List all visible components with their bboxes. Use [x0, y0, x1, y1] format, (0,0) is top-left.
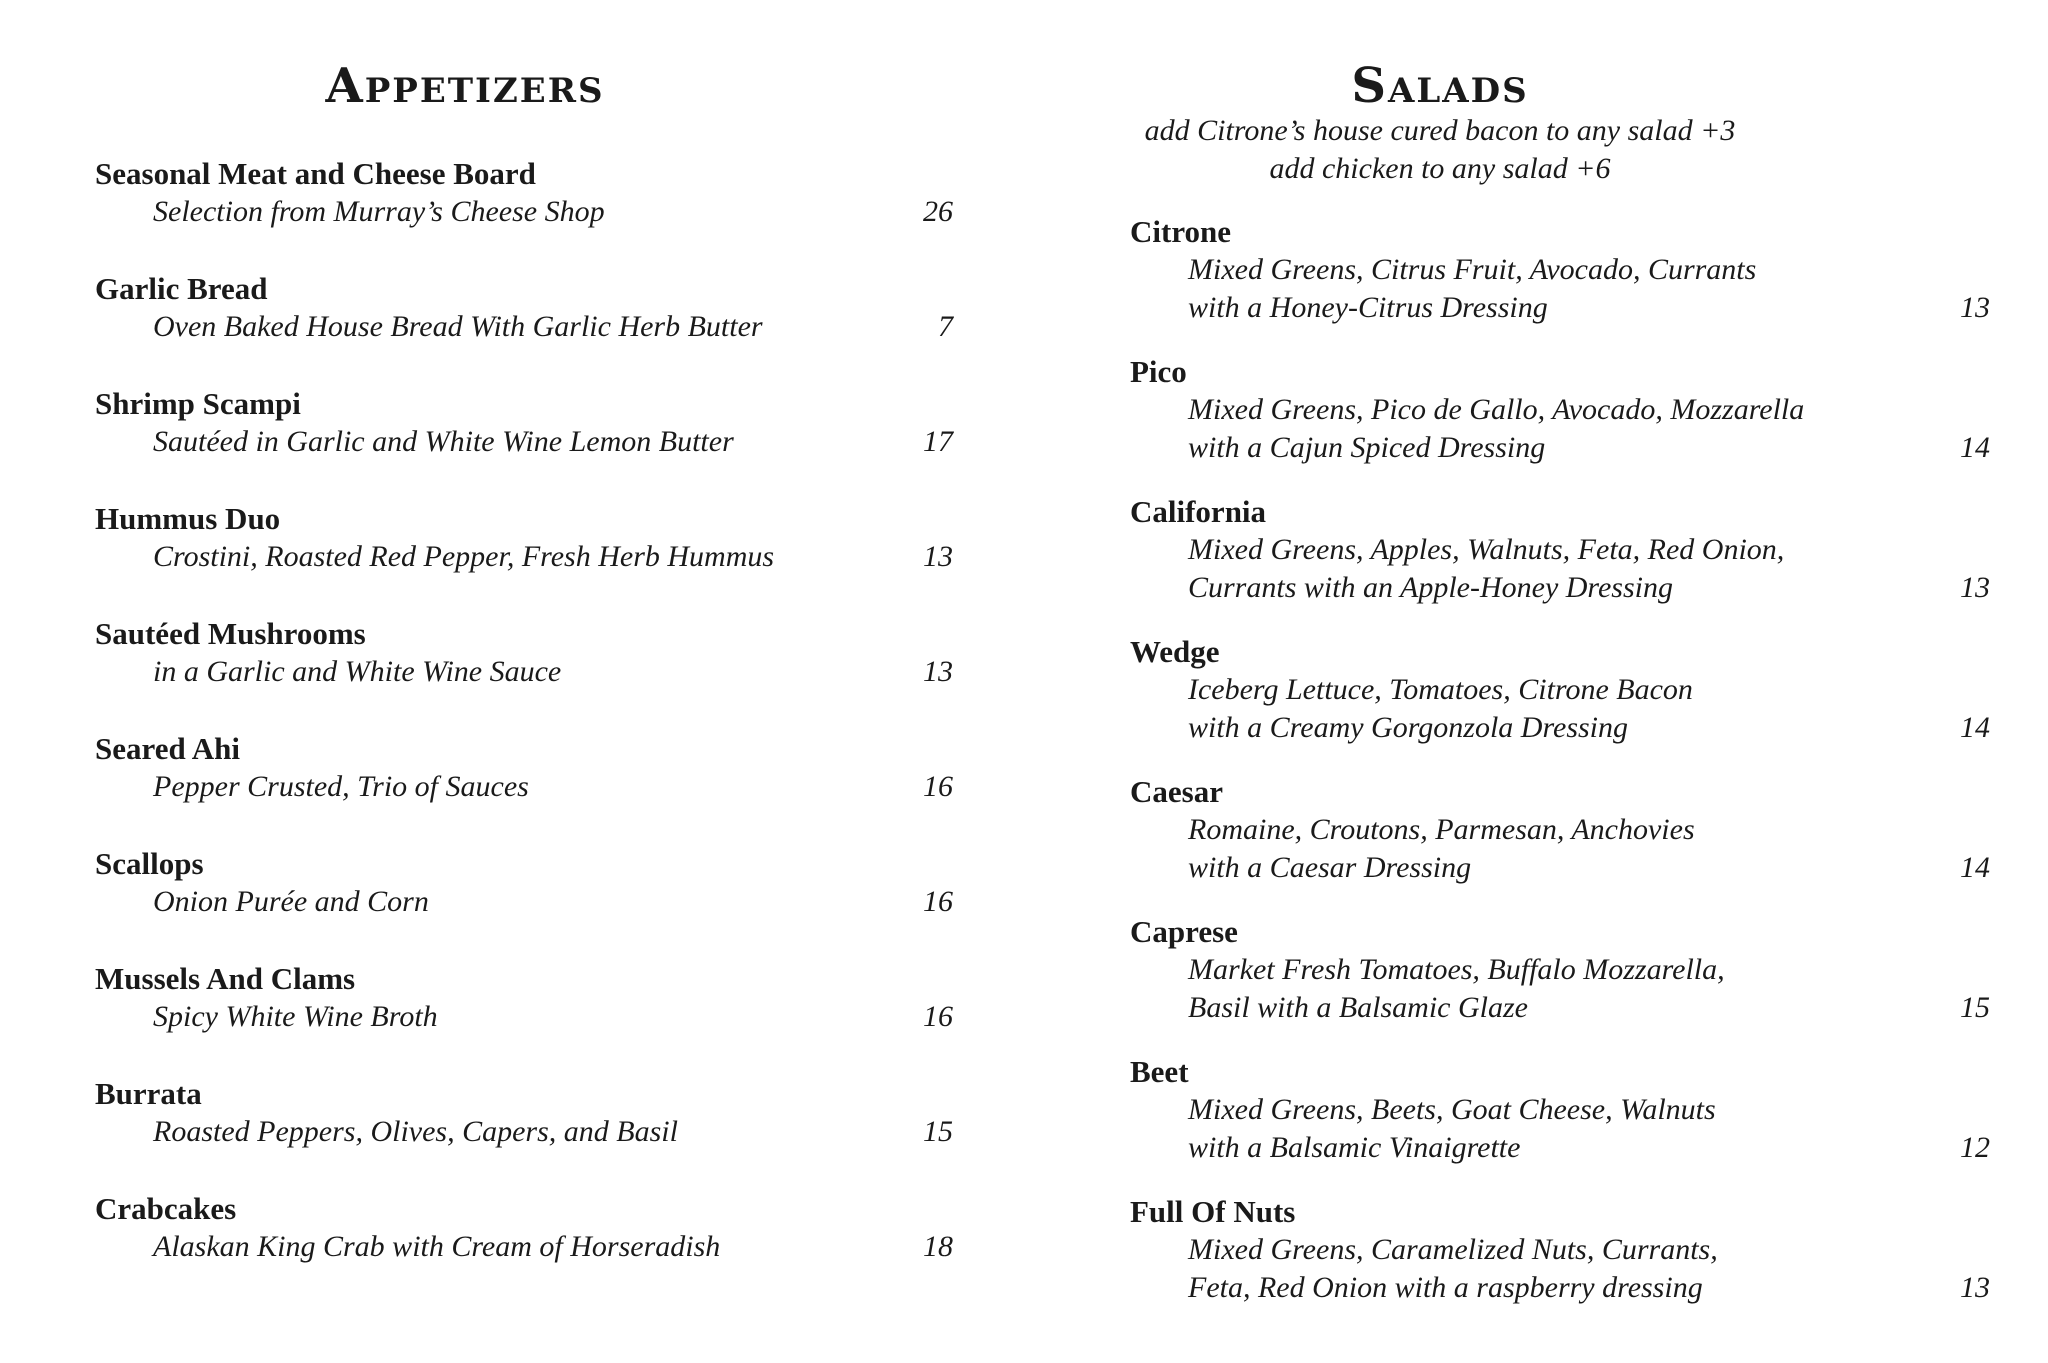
menu-item [1130, 633, 1990, 747]
item-description [95, 538, 953, 576]
menu-item [95, 270, 953, 346]
appetizers-title: Appetizers [325, 58, 605, 114]
item-description-line: Mixed Greens, Caramelized Nuts, Currants, [1188, 1233, 1718, 1266]
item-description-line: Market Fresh Tomatoes, Buffalo Mozzarella, [1188, 953, 1725, 986]
item-name: Full Of Nuts [1130, 1194, 1296, 1229]
item-name: Mussels And Clams [95, 961, 356, 996]
item-price: 17 [923, 425, 953, 458]
menu-item [95, 615, 953, 691]
item-price: 26 [923, 195, 953, 228]
item-price: 13 [1960, 571, 1990, 604]
item-name: Pico [1130, 354, 1187, 389]
item-description-text: Roasted Peppers, Olives, Capers, and Basil [153, 1115, 678, 1148]
item-description [95, 883, 953, 921]
item-description [95, 998, 953, 1036]
item-description [95, 1113, 953, 1151]
item-description-line: with a Balsamic Vinaigrette [1188, 1131, 1521, 1164]
salads-title: Salads [1351, 58, 1529, 114]
item-description [95, 768, 953, 806]
item-price: 16 [923, 885, 953, 918]
menu-item [95, 960, 953, 1036]
item-name: Shrimp Scampi [95, 386, 301, 421]
item-price: 15 [923, 1115, 953, 1148]
item-description [1130, 671, 1990, 747]
menu-item [95, 845, 953, 921]
menu-item [95, 500, 953, 576]
item-price: 14 [1960, 851, 1990, 884]
item-description-text: Selection from Murray’s Cheese Shop [153, 195, 605, 228]
menu-item [95, 1190, 953, 1266]
item-description-line: Basil with a Balsamic Glaze [1188, 991, 1528, 1024]
item-description [95, 653, 953, 691]
salad-add-ons [1010, 112, 1870, 188]
item-description-text: Oven Baked House Bread With Garlic Herb Butter [153, 310, 763, 343]
item-description-text: Spicy White Wine Broth [153, 1000, 438, 1033]
item-name: Beet [1130, 1054, 1189, 1089]
bacon-add-on-note: add Citrone’s house cured bacon to any salad +3 [1144, 114, 1736, 147]
item-description [1130, 391, 1990, 467]
menu-item [1130, 1193, 1990, 1307]
menu-item [95, 155, 953, 231]
menu-item [1130, 353, 1990, 467]
item-name: Hummus Duo [95, 501, 281, 536]
item-description [1130, 951, 1990, 1027]
item-description-text: Onion Purée and Corn [153, 885, 429, 918]
item-price: 16 [923, 770, 953, 803]
item-name: Sautéed Mushrooms [95, 616, 366, 651]
item-description-line: with a Caesar Dressing [1188, 851, 1472, 884]
menu-item [95, 1075, 953, 1151]
item-description [1130, 531, 1990, 607]
item-description-line: Iceberg Lettuce, Tomatoes, Citrone Bacon [1188, 673, 1693, 706]
item-price: 14 [1960, 711, 1990, 744]
item-description [95, 193, 953, 231]
chicken-add-on-note: add chicken to any salad +6 [1269, 152, 1611, 185]
item-description-line: Mixed Greens, Apples, Walnuts, Feta, Red Onion, [1188, 533, 1785, 566]
menu-item [1130, 773, 1990, 887]
item-name: California [1130, 494, 1267, 529]
item-name: Wedge [1130, 634, 1220, 669]
item-description [95, 308, 953, 346]
item-description-text: Pepper Crusted, Trio of Sauces [153, 770, 529, 803]
item-price: 12 [1960, 1131, 1990, 1164]
item-description-line: Currants with an Apple-Honey Dressing [1188, 571, 1673, 604]
item-description-line: with a Honey-Citrus Dressing [1188, 291, 1548, 324]
item-price: 13 [923, 655, 953, 688]
item-price: 15 [1960, 991, 1990, 1024]
menu-item [1130, 493, 1990, 607]
item-description-line: Mixed Greens, Pico de Gallo, Avocado, Mozzarella [1188, 393, 1805, 426]
item-price: 7 [938, 310, 953, 343]
item-name: Crabcakes [95, 1191, 237, 1226]
item-name: Garlic Bread [95, 271, 268, 306]
item-price: 18 [923, 1230, 953, 1263]
item-description-line: Romaine, Croutons, Parmesan, Anchovies [1188, 813, 1695, 846]
item-name: Citrone [1130, 214, 1232, 249]
item-description [1130, 1091, 1990, 1167]
item-description-line: with a Creamy Gorgonzola Dressing [1188, 711, 1629, 744]
item-description-text: Sautéed in Garlic and White Wine Lemon Butter [153, 425, 734, 458]
item-price: 13 [1960, 291, 1990, 324]
item-price: 14 [1960, 431, 1990, 464]
item-name: Scallops [95, 846, 204, 881]
menu-item [1130, 913, 1990, 1027]
menu-item [1130, 213, 1990, 327]
item-price: 13 [1960, 1271, 1990, 1304]
item-name: Seasonal Meat and Cheese Board [95, 156, 536, 191]
item-description-text: in a Garlic and White Wine Sauce [153, 655, 562, 688]
item-description-line: with a Cajun Spiced Dressing [1188, 431, 1546, 464]
item-description-text: Crostini, Roasted Red Pepper, Fresh Herb Hummus [153, 540, 775, 573]
item-description-line: Feta, Red Onion with a raspberry dressing [1188, 1271, 1703, 1304]
menu-item [1130, 1053, 1990, 1167]
item-description [1130, 1231, 1990, 1307]
item-description [95, 1228, 953, 1266]
item-description [1130, 251, 1990, 327]
item-name: Seared Ahi [95, 731, 240, 766]
item-name: Caprese [1130, 914, 1238, 949]
item-description [95, 423, 953, 461]
item-description [1130, 811, 1990, 887]
item-price: 13 [923, 540, 953, 573]
item-price: 16 [923, 1000, 953, 1033]
menu-item [95, 385, 953, 461]
item-description-text: Alaskan King Crab with Cream of Horseradish [153, 1230, 721, 1263]
item-name: Caesar [1130, 774, 1223, 809]
item-description-line: Mixed Greens, Citrus Fruit, Avocado, Currants [1188, 253, 1757, 286]
menu-item [95, 730, 953, 806]
item-name: Burrata [95, 1076, 202, 1111]
item-description-line: Mixed Greens, Beets, Goat Cheese, Walnuts [1188, 1093, 1716, 1126]
